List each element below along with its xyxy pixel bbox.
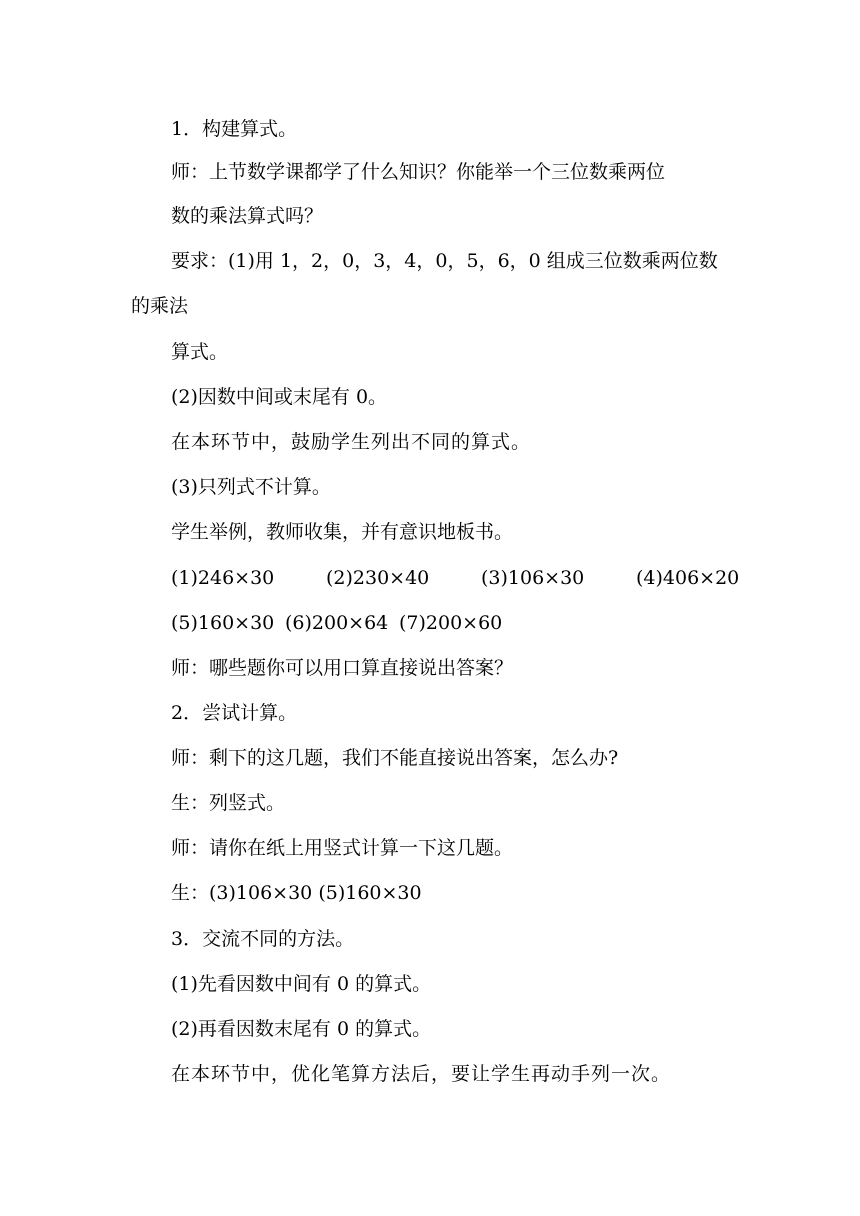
requirement-1-continued: 的乘法 xyxy=(131,295,189,317)
student-calculations: 生：(3)106×30 (5)160×30 xyxy=(171,882,422,904)
heading-exchange-methods: 3．交流不同的方法。 xyxy=(171,928,355,950)
students-examples-intro: 学生举例，教师收集，并有意识地板书。 xyxy=(171,521,514,543)
example-item: (1)246×30 xyxy=(171,567,275,589)
requirement-2: (2)因数中间或末尾有 0。 xyxy=(171,386,388,408)
teacher-question-remaining: 师：剩下的这几题，我们不能直接说出答案，怎么办? xyxy=(171,747,619,769)
teaching-note-2: 在本环节中，优化笔算方法后，要让学生再动手列一次。 xyxy=(171,1063,672,1085)
heading-build-expressions: 1．构建算式。 xyxy=(171,118,298,140)
teacher-question-line-2: 数的乘法算式吗？ xyxy=(171,205,324,227)
requirement-3: (3)只列式不计算。 xyxy=(171,476,331,498)
example-item: (7)200×60 xyxy=(399,612,503,634)
method-step-1: (1)先看因数中间有 0 的算式。 xyxy=(171,973,432,995)
example-item: (3)106×30 xyxy=(481,567,585,589)
teacher-question-line-1: 师：上节数学课都学了什么知识？你能举一个三位数乘两位 xyxy=(171,161,666,183)
example-item: (4)406×20 xyxy=(636,567,740,589)
requirement-1-end: 算式。 xyxy=(171,341,229,363)
example-item: (5)160×30 xyxy=(171,612,275,634)
heading-try-calculation: 2．尝试计算。 xyxy=(171,702,298,724)
teacher-question-mental: 师：哪些题你可以用口算直接说出答案？ xyxy=(171,657,514,679)
teaching-note-1: 在本环节中，鼓励学生列出不同的算式。 xyxy=(171,431,532,453)
example-item: (6)200×64 xyxy=(285,612,389,634)
method-step-2: (2)再看因数末尾有 0 的算式。 xyxy=(171,1018,432,1040)
student-answer-vertical: 生：列竖式。 xyxy=(171,792,286,814)
example-item: (2)230×40 xyxy=(326,567,430,589)
requirement-1: 要求：(1)用 1，2，0，3，4，0，5，6，0 组成三位数乘两位数 xyxy=(171,250,718,272)
teacher-instruction: 师：请你在纸上用竖式计算一下这几题。 xyxy=(171,837,514,859)
